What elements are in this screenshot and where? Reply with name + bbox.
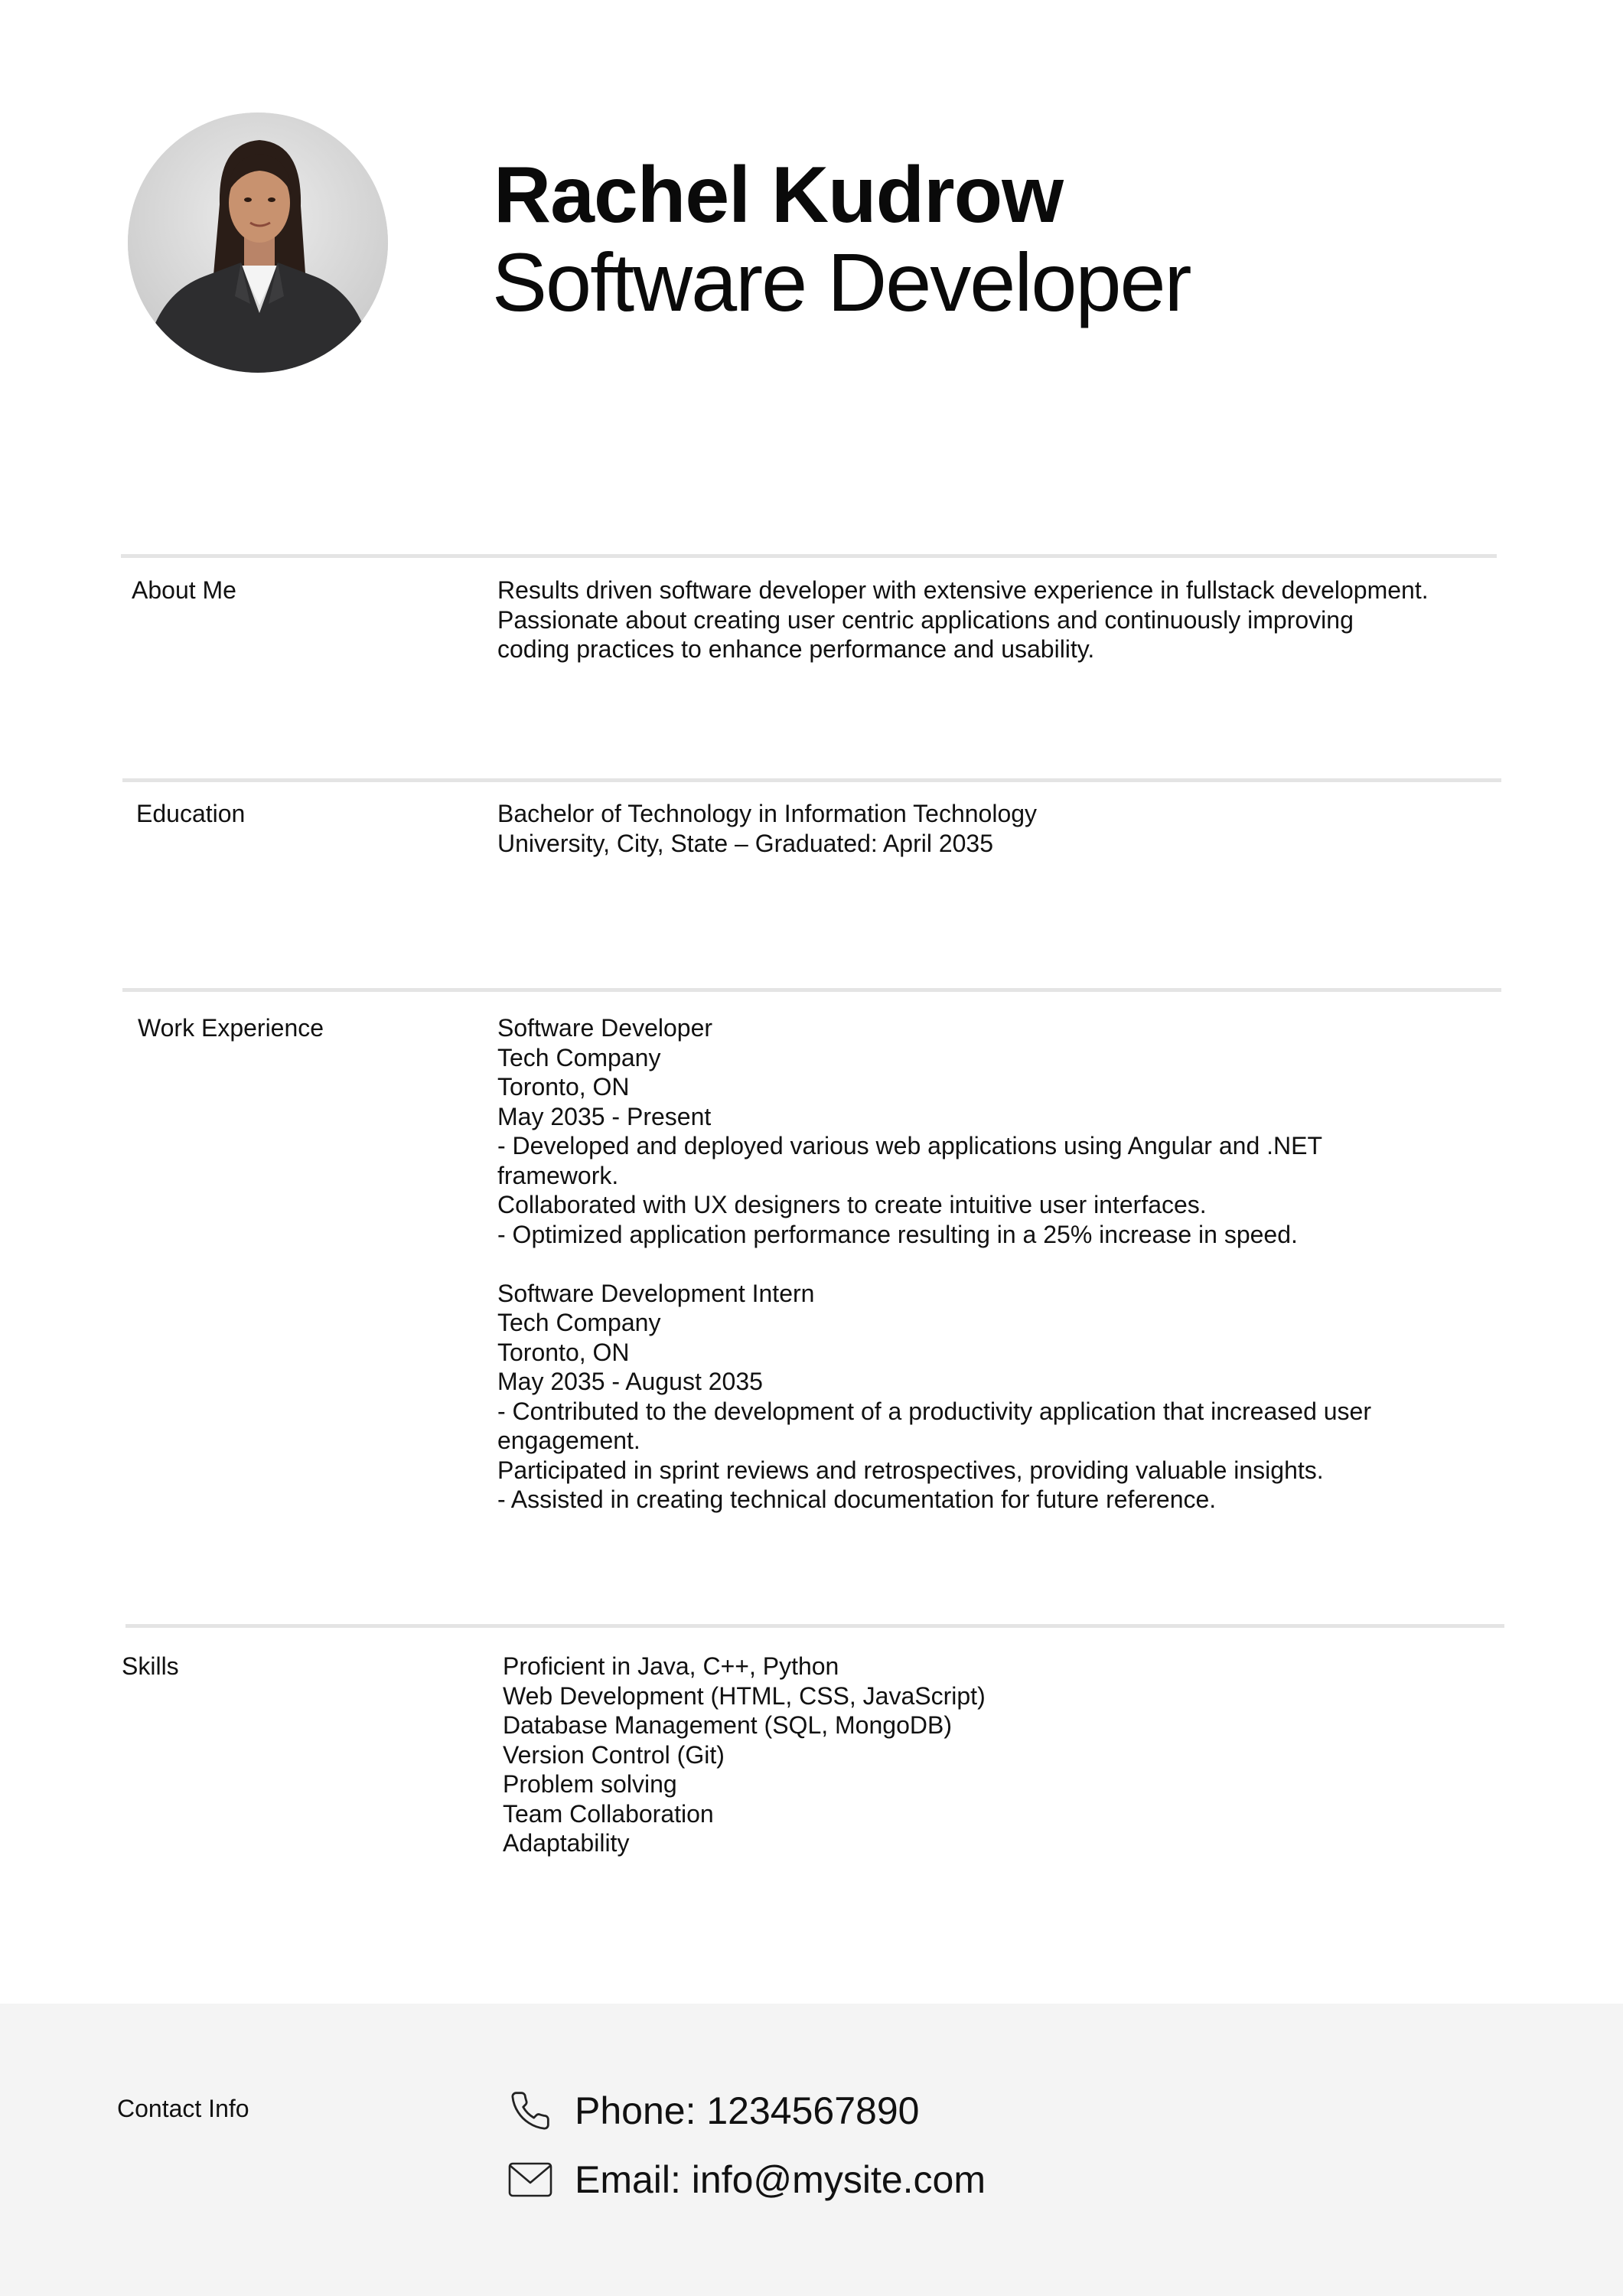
job-detail-line: engagement.: [497, 1427, 640, 1454]
skill-item: Proficient in Java, C++, Python: [503, 1652, 839, 1680]
skills-list: [503, 1652, 986, 1858]
phone-text[interactable]: Phone: 1234567890: [575, 2089, 920, 2132]
job-detail-line: - Contributed to the development of a productivity application that increased user: [497, 1397, 1371, 1425]
section-label-contact: Contact Info: [117, 2095, 249, 2122]
education-line: Bachelor of Technology in Information Technology: [497, 800, 1038, 827]
section-label-skills: Skills: [122, 1652, 179, 1680]
job-spacer: [497, 1249, 1371, 1279]
job-dates-line: May 2035 - August 2035: [497, 1368, 763, 1395]
job-title-line: Software Development Intern: [497, 1279, 815, 1307]
contact-email: [507, 2157, 986, 2203]
skill-item: Database Management (SQL, MongoDB): [503, 1711, 952, 1739]
section-label-education: Education: [136, 800, 246, 827]
job-dates-line: May 2035 - Present: [497, 1102, 712, 1130]
section-label-work: Work Experience: [138, 1014, 324, 1042]
contact-footer: [0, 2004, 1623, 2296]
job-location-line: Toronto, ON: [497, 1073, 630, 1101]
email-text[interactable]: Email: info@mysite.com: [575, 2158, 986, 2201]
job-title-line: Software Developer: [497, 1014, 713, 1042]
job-detail-line: Collaborated with UX designers to create intuitive user interfaces.: [497, 1191, 1207, 1218]
job-detail-line: Participated in sprint reviews and retrospectives, providing valuable insights.: [497, 1456, 1324, 1484]
section-label-about: About Me: [132, 576, 236, 604]
job-detail-line: - Developed and deployed various web applications using Angular and .NET: [497, 1132, 1323, 1159]
job-detail-line: - Assisted in creating technical documentation for future reference.: [497, 1486, 1217, 1513]
skill-item: Web Development (HTML, CSS, JavaScript): [503, 1681, 986, 1710]
person-name: Rachel Kudrow: [494, 151, 1063, 240]
envelope-icon: [507, 2157, 553, 2203]
job-company-line: Tech Company: [497, 1309, 661, 1336]
section-divider: [122, 778, 1501, 782]
about-line: Results driven software developer with extensive experience in fullstack development.: [497, 576, 1429, 604]
phone-icon: [507, 2088, 553, 2134]
about-line: coding practices to enhance performance and usability.: [497, 635, 1095, 663]
education-text: [497, 799, 1037, 858]
contact-phone: [507, 2088, 919, 2134]
skill-item: Adaptability: [503, 1829, 630, 1857]
about-text: [497, 576, 1429, 664]
job-location-line: Toronto, ON: [497, 1338, 630, 1366]
work-text: [497, 1013, 1371, 1515]
skill-item: Version Control (Git): [503, 1740, 725, 1769]
job-title: Software Developer: [492, 236, 1191, 328]
job-company-line: Tech Company: [497, 1043, 661, 1071]
about-line: Passionate about creating user centric applications and continuously improving: [497, 605, 1354, 634]
section-divider: [122, 988, 1501, 992]
job-detail-line: framework.: [497, 1161, 619, 1189]
education-line: University, City, State – Graduated: April 2035: [497, 829, 994, 857]
section-divider: [125, 1624, 1504, 1628]
profile-photo: [128, 113, 388, 373]
job-detail-line: - Optimized application performance resulting in a 25% increase in speed.: [497, 1220, 1298, 1248]
section-divider: [121, 554, 1497, 558]
skill-item: Team Collaboration: [503, 1799, 714, 1828]
skill-item: Problem solving: [503, 1770, 677, 1798]
profile-photo-illustration: [128, 113, 388, 373]
